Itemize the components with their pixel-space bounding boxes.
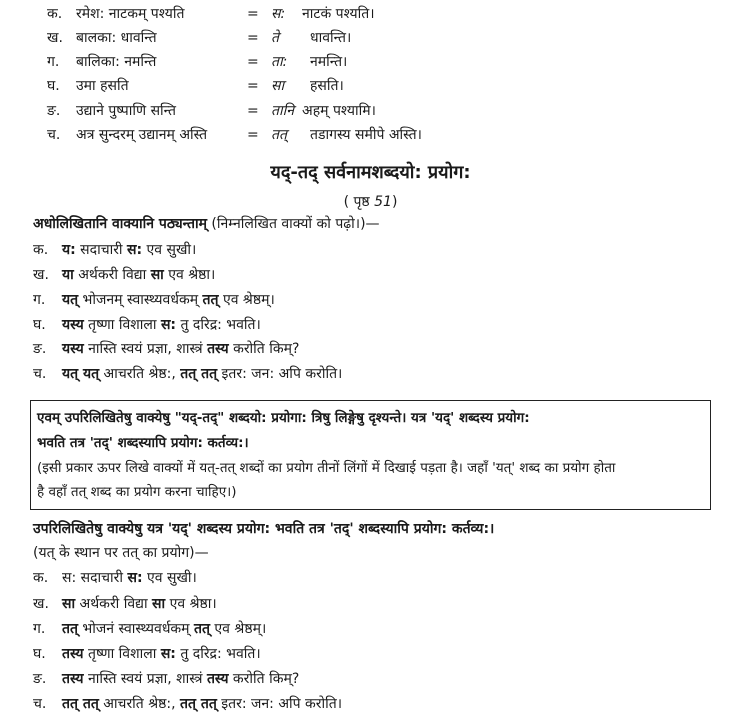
item-label: घ. [33,317,46,333]
row-label: क. [47,6,63,22]
pronoun-yad: यत् [62,292,79,308]
list-item [33,238,196,262]
equals-sign: = [247,127,259,143]
sentence-text: भोजनम् स्वास्थ्यवर्धकम् [78,292,203,308]
row-label: च. [47,127,61,143]
sentence-text: तृष्णा विशाला [83,646,161,662]
rewritten-sentence: अहम् पश्यामि। [302,103,376,119]
rule-statement: उपरिलिखितेषु वाक्येषु यत्र 'यद्' शब्दस्य प्रयोग: भवति तत्र 'तद्' शब्दस्यापि प्रयोग: कर्तव्य:। [33,521,495,537]
sentence-text: अर्थकरी विद्या [75,596,153,612]
sentence-text: नास्ति स्वयं प्रज्ञा, शास्त्रं [83,671,207,687]
sentence-text: करोति किम्? [228,341,300,357]
pronoun-tad: तस्य [62,671,84,687]
item-label: ख. [33,596,49,612]
rewritten-sentence: हसति। [310,78,344,94]
sentence-text: आचरति श्रेष्ठ:, [98,696,181,712]
sentence-text: सदाचारी [75,242,128,258]
sentence-text: सदाचारी [76,570,128,586]
rewritten-sentence: नाटकं पश्यति। [302,6,375,22]
pronoun-tad: स: [127,570,143,586]
list-item [33,362,342,386]
item-label: च. [33,366,47,382]
sentence-text: एव श्रेष्ठम्। [209,621,267,637]
note-hindi-line-2: है वहाँ तत् शब्द का प्रयोग करना चाहिए।) [37,484,237,500]
item-label: ख. [33,267,49,283]
sentence-text: भोजनं स्वास्थ्यवर्धकम् [77,621,195,637]
pronoun: तत् [271,127,287,143]
pronoun: तानि [271,103,295,119]
note-hindi-line-1: (इसी प्रकार ऊपर लिखे वाक्यों में यत्-तत् शब्दों का प्रयोग तीनों लिंगों में दिखाई पड़ता है। जहाँ 'यत्' शब्द का प्रयोग होता [37,460,616,476]
section-heading: यद्-तद् सर्वनामशब्दयो: प्रयोग: [270,162,471,183]
pronoun-yad: य: [62,242,76,258]
original-sentence: उमा हसति [76,78,129,94]
item-label: ङ. [33,341,47,357]
pronoun-yad: यत् यत् [62,366,100,382]
list-item [33,592,217,616]
sentence-text: अर्थकरी विद्या [73,267,151,283]
pronoun-tad: स: [62,570,77,586]
page-reference [0,192,741,211]
sentence-text: आचरति श्रेष्ठ:, [99,366,181,382]
list-item [33,617,266,641]
sentence-text: एव श्रेष्ठा। [163,267,216,283]
row-label: घ. [47,78,60,94]
list-item [33,566,197,590]
pronoun-tad: तत् तत् [62,696,99,712]
sentence-text: तु दरिद्र: भवति। [176,317,261,333]
pronoun-tad: तत् तत् [180,366,218,382]
pronoun-tad: तस्य [207,341,229,357]
rewritten-sentence: नमन्ति। [310,54,348,70]
pronoun-tad: तत् [194,621,210,637]
sentence-text: एव श्रेष्ठम्। [218,292,275,308]
sentence-text: नास्ति स्वयं प्रज्ञा, शास्त्रं [83,341,208,357]
original-sentence: बालिका: नमन्ति [76,54,157,70]
item-label: क. [33,242,49,258]
equals-sign: = [247,54,259,70]
note-box [30,400,711,510]
item-label: ङ. [33,671,47,687]
pronoun-tad: तस्य [62,646,84,662]
rewritten-sentence: तडागस्य समीपे अस्ति। [310,127,422,143]
pronoun-tad: स: [127,242,143,258]
list-item [33,692,342,716]
list-item [33,642,261,666]
sentence-text: एव श्रेष्ठा। [165,596,217,612]
pronoun: ता: [271,54,288,70]
pronoun: सा [271,78,285,94]
pronoun: स: [271,6,286,22]
sentence-text: एव सुखी। [142,242,197,258]
pronoun-tad: तस्य [206,671,229,687]
rule-subtitle: (यत् के स्थान पर तत् का प्रयोग)— [33,545,209,561]
item-label: ग. [33,621,46,637]
pronoun-tad: स: [160,646,176,662]
list-item [33,288,275,312]
sentence-text: एव सुखी। [142,570,197,586]
item-label: ग. [33,292,46,308]
original-sentence: उद्याने पुष्पाणि सन्ति [76,103,176,119]
pronoun-yad: यस्य [62,341,84,357]
original-sentence: रमेश: नाटकम् पश्यति [76,6,185,22]
list-item [33,337,299,361]
item-label: घ. [33,646,46,662]
original-sentence: अत्र सुन्दरम् उद्यानम् अस्ति [76,127,208,143]
pronoun-tad: सा [150,267,164,283]
sentence-text: तृष्णा विशाला [83,317,161,333]
list-item [33,313,261,337]
row-label: ख. [47,30,63,46]
pronoun-tad: तत् [62,621,78,637]
page-number: 51 [374,194,392,210]
note-sanskrit-line-1: एवम् उपरिलिखितेषु वाक्येषु "यद्-तद्" शब्दयो: प्रयोगा: त्रिषु लिङ्गेषु दृश्यन्ते। यत्र 'यद्' शब्दस्य प्रयोग: [37,410,530,426]
pronoun-tad: सा [152,596,166,612]
sentence-text: इतर: जन: अपि करोति। [217,366,343,382]
sentence-text: तु दरिद्र: भवति। [175,646,261,662]
page-ref-close: ) [391,194,398,210]
row-label: ग. [47,54,60,70]
item-label: क. [33,570,49,586]
page-ref-open: ( पृष्ठ [343,194,375,210]
instruction-hindi: (निम्नलिखित वाक्यों को पढ़ो।)— [206,216,380,232]
pronoun-tad: सा [62,596,76,612]
list-item [33,263,215,287]
pronoun-yad: यस्य [62,317,84,333]
item-label: च. [33,696,47,712]
sentence-text: इतर: जन: अपि करोति। [216,696,343,712]
equals-sign: = [247,78,259,94]
original-sentence: बालका: धावन्ति [76,30,157,46]
equals-sign: = [247,103,259,119]
pronoun-yad: या [62,267,74,283]
list-item [33,667,299,691]
equals-sign: = [247,6,259,22]
row-label: ङ. [47,103,61,119]
equals-sign: = [247,30,259,46]
instruction-sanskrit: अधोलिखितानि वाक्यानि पठ्यन्ताम् [33,216,207,232]
note-sanskrit-line-2: भवति तत्र 'तद्' शब्दस्यापि प्रयोग: कर्तव्य:। [37,435,249,451]
pronoun-tad: स: [160,317,177,333]
pronoun-tad: तत् तत् [180,696,217,712]
instruction [33,214,380,233]
sentence-text: करोति किम्? [228,671,300,687]
pronoun: ते [271,30,279,46]
rewritten-sentence: धावन्ति। [310,30,352,46]
pronoun-tad: तत् [202,292,219,308]
